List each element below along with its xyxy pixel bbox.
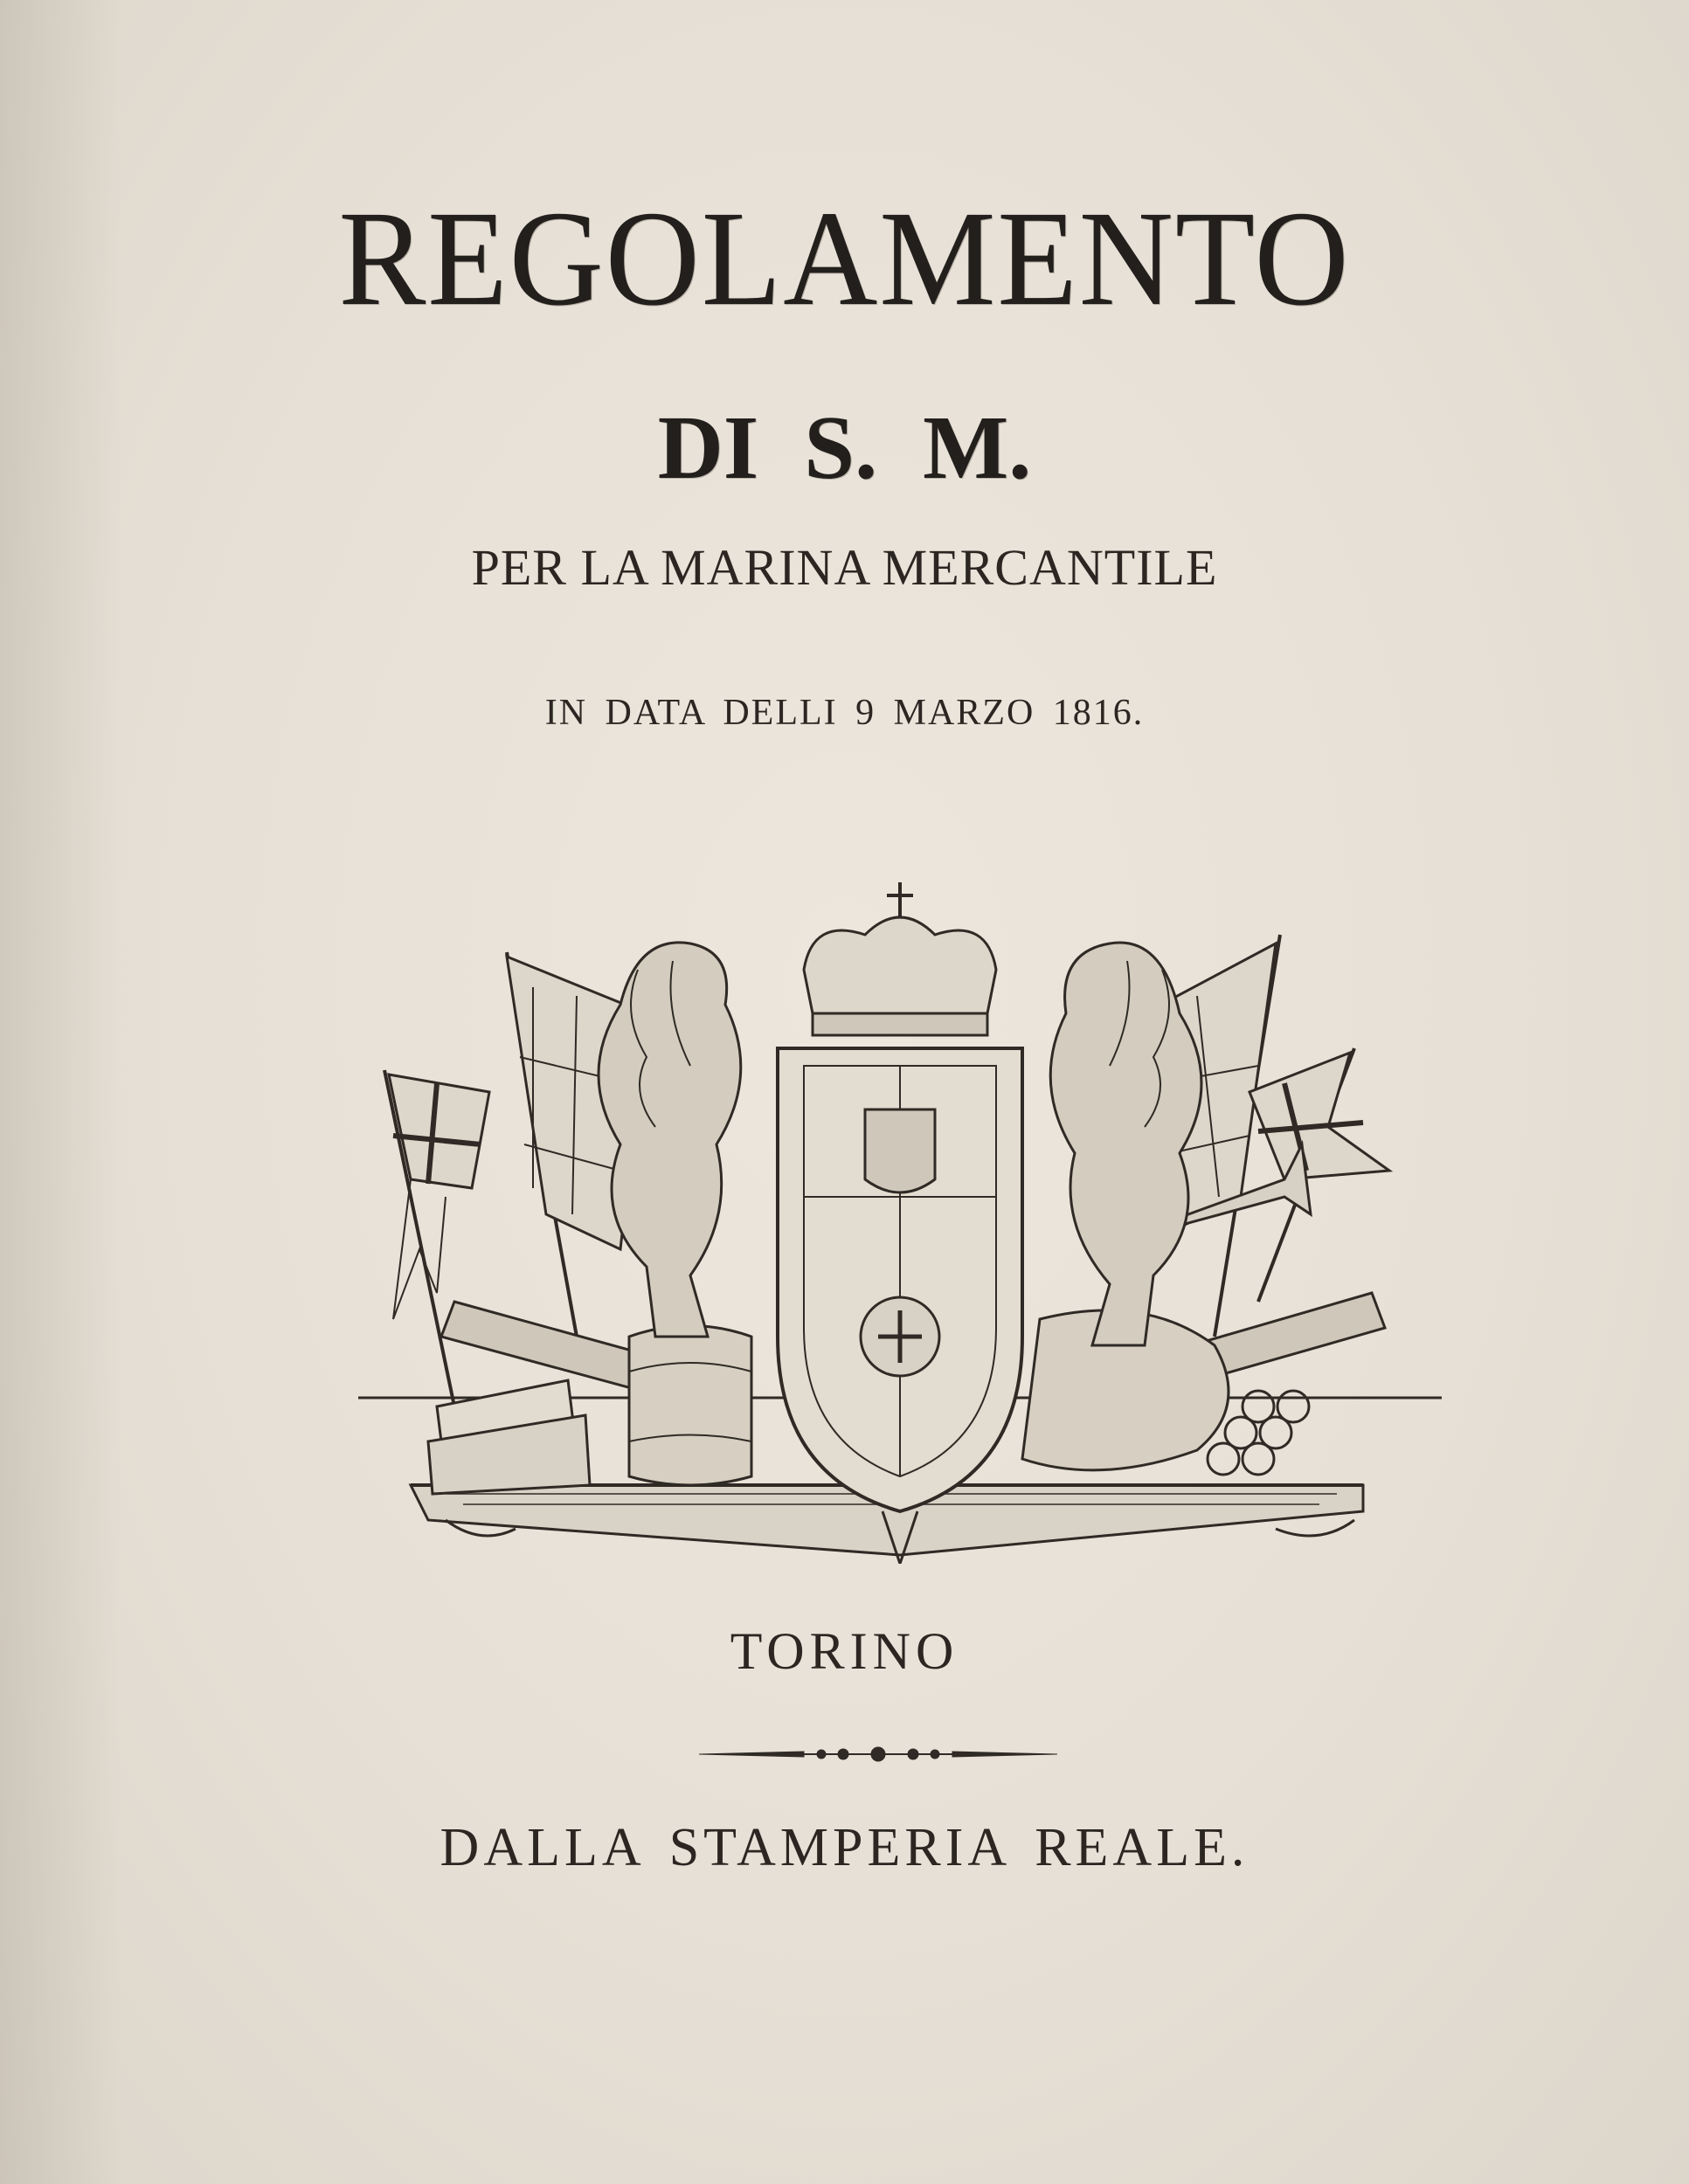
document-title: REGOLAMENTO [338,183,1351,334]
ornament-divider-icon [699,1743,1057,1766]
document-date-line: IN DATA DELLI 9 MARZO 1816. [544,693,1145,733]
document-subtitle: DI S. M. [657,397,1032,498]
coat-of-arms-icon [358,882,1442,1564]
imprint-city: TORINO [730,1622,959,1680]
imprint-printer: DALLA STAMPERIA REALE. [440,1818,1249,1877]
document-subject: PER LA MARINA MERCANTILE [471,539,1218,596]
